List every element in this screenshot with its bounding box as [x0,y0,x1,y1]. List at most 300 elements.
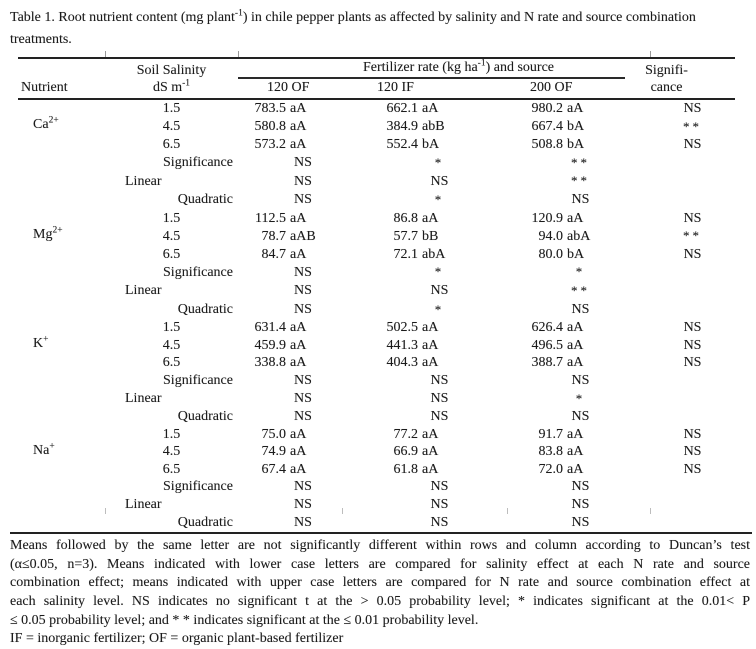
nutrient-cell [18,99,105,210]
value-number: 80.0 [538,246,563,262]
significance-value: NS [683,246,702,262]
duncan-letters: aA [422,101,439,116]
header-row-1 [18,58,735,80]
salinity-level-cell: 1.5 [162,101,181,116]
value-cell [511,337,650,355]
stat-value-cell [238,496,368,514]
header-row-2 [18,80,735,99]
nutrient-symbol: Ca [33,117,49,132]
duncan-letters: bA [567,137,585,153]
table-row [18,246,735,264]
stat-label-cell: Significance [163,372,233,388]
stat-value-cell [238,263,368,282]
stat-value: NS [571,497,590,513]
significance-cell [650,246,735,264]
scan-artifact-tick [105,51,106,57]
significance-value: NS [683,461,702,477]
table-row [18,461,735,479]
stat-value: NS [430,479,449,495]
duncan-letters: abA [422,246,446,262]
table-row [18,136,735,154]
duncan-letters: aA [567,320,584,336]
nutrient-charge-superscript: + [43,334,49,345]
stat-value-cell [238,191,368,210]
duncan-letters: aA [422,426,439,442]
duncan-letters: aA [422,355,439,371]
header-significance-line1 [645,58,735,80]
stat-label-cell: Significance [163,155,233,171]
duncan-letters: aA [290,337,307,353]
scan-artifact-tick [650,508,651,514]
value-number: 112.5 [255,210,286,226]
table-footnote [10,537,750,649]
table-row [18,118,735,137]
value-number: 91.7 [538,426,563,442]
stat-value: NS [294,391,312,406]
stat-value-cell [368,172,511,191]
header-soil-salinity: Soil Salinity [136,63,207,78]
value-cell [368,118,511,137]
duncan-letters: aA [290,101,307,116]
stat-value-cell [238,282,368,301]
stat-value: NS [571,514,590,530]
value-cell [511,461,650,479]
stat-value-cell [238,301,368,320]
stat-value: NS [294,283,312,299]
stat-label-cell: Quadratic [177,192,233,208]
salinity-level-cell: 1.5 [162,426,181,442]
value-cell [511,227,650,246]
duncan-letters: aA [290,461,307,477]
header-fertilizer-label [363,60,554,76]
table-header [18,58,735,99]
stat-value-cell [238,408,368,426]
value-cell [368,443,511,461]
duncan-letters: aA [290,444,307,460]
stat-label-cell: Quadratic [177,409,233,425]
value-number: 72.0 [538,461,563,477]
significance-cell [650,354,735,372]
value-number: 66.9 [393,444,418,460]
nutrient-charge-superscript: 2+ [48,115,59,126]
stat-value: * [434,301,445,317]
stat-label-cell: Quadratic [177,302,233,318]
table-row [18,337,735,355]
value-number: 388.7 [531,355,563,371]
value-number: 980.2 [531,101,563,116]
footnote-line: each salinity level. NS indicates no significant t at the > 0.05 probability level; * indicates significant at the 0.01< P [10,594,750,610]
value-cell [368,337,511,355]
salinity-level-cell: 1.5 [162,320,181,336]
value-number: 57.7 [393,228,418,244]
nutrient-cell [18,210,105,320]
significance-cell [650,99,735,118]
duncan-letters: aA [290,246,307,262]
significance-text-line1: Signifi- [645,63,688,78]
significance-value: NS [683,210,702,226]
header-salinity-unit [105,80,238,99]
value-cell [511,118,650,137]
duncan-letters: aAB [290,228,316,244]
table-row [18,514,735,532]
significance-cell [650,514,735,532]
stat-value-cell [238,172,368,191]
nutrient-charge-superscript: 2+ [52,224,63,235]
value-cell [238,246,368,264]
stat-value-cell [511,390,650,409]
stat-value: ** [571,282,590,298]
value-number: 67.4 [261,461,286,477]
duncan-letters: aA [290,210,307,226]
stat-value-cell [238,372,368,390]
value-number: 496.5 [531,337,563,353]
stat-value-cell [368,408,511,426]
stat-value-cell [511,172,650,191]
significance-value: NS [683,355,702,371]
value-cell [238,319,368,337]
footnote-line: IF = inorganic fertilizer; OF = organic plant-based fertilizer [10,631,344,647]
stat-value: NS [430,173,449,189]
stat-value: NS [294,264,312,280]
value-number: 552.4 [386,137,418,153]
scan-artifact-tick [342,508,343,514]
fertilizer-label-text-continued: ) and source [485,60,555,75]
header-significance-line2 [650,80,735,99]
duncan-letters: bA [422,137,440,153]
salinity-level-cell: 4.5 [162,337,181,353]
value-cell [238,227,368,246]
footnote-line: ≤ 0.05 probability level; and * * indicates significant at the ≤ 0.01 probability level. [10,612,479,628]
duncan-letters: aA [290,137,307,153]
nutrient-symbol: Na [33,442,50,458]
value-number: 86.8 [393,210,418,226]
significance-cell [650,496,735,514]
value-cell [511,426,650,444]
table-row [18,191,735,210]
stat-value: * [434,191,445,207]
value-cell [511,246,650,264]
stat-value-cell [511,372,650,390]
value-cell [511,319,650,337]
value-number: 404.3 [386,355,418,371]
duncan-letters: aA [290,119,307,135]
table-row [18,478,735,496]
salinity-level-cell: 4.5 [162,444,181,460]
table-row [18,99,735,118]
significance-cell [650,263,735,282]
table-row [18,426,735,444]
value-number: 459.9 [254,337,286,353]
nutrient-symbol: K [33,336,44,352]
significance-cell [650,390,735,409]
value-cell [368,354,511,372]
value-number: 120.9 [531,210,563,226]
value-cell [238,354,368,372]
value-cell [511,136,650,154]
stat-value: NS [294,192,312,208]
duncan-letters: aA [567,426,584,442]
significance-cell [650,337,735,355]
table-row [18,390,735,409]
stat-value: NS [571,372,590,388]
stat-value: NS [430,372,449,388]
stat-value-cell [368,263,511,282]
stat-value-cell [368,496,511,514]
value-cell [511,210,650,228]
nutrient-cell [18,319,105,426]
stat-value-cell [368,390,511,409]
stat-value-cell [511,478,650,496]
value-cell [511,443,650,461]
value-number: 631.4 [254,320,286,336]
table-row [18,172,735,191]
stat-value-cell [238,154,368,173]
value-cell [511,354,650,372]
value-cell [368,319,511,337]
table-row [18,496,735,514]
duncan-letters: aA [290,426,307,442]
salinity-level-cell: 6.5 [162,137,181,153]
table-row [18,372,735,390]
salinity-level-cell: 6.5 [162,461,181,477]
scan-artifact-tick [650,51,651,57]
value-number: 72.1 [393,246,418,262]
value-cell [238,136,368,154]
nutrient-cell [18,426,105,532]
table-bottom-rule [10,532,752,534]
value-cell [368,426,511,444]
value-cell [368,99,511,118]
salinity-level-cell: 4.5 [162,119,181,135]
stat-label-cell: Linear [125,391,162,406]
stat-value-cell [238,478,368,496]
stat-value: NS [294,479,312,495]
stat-value: NS [571,302,590,318]
stat-value-cell [368,301,511,320]
stat-value-cell [511,282,650,301]
stat-value: NS [294,409,312,425]
significance-value: NS [683,101,702,116]
significance-cell [650,172,735,191]
value-number: 83.8 [538,444,563,460]
salinity-level-cell: 6.5 [162,355,181,371]
duncan-letters: aA [567,444,584,460]
value-number: 75.0 [261,426,286,442]
significance-value: NS [683,137,702,153]
value-number: 580.8 [254,119,286,135]
salinity-unit-text: dS m [152,80,183,95]
fertilizer-label-superscript: -1 [477,58,486,69]
stat-value: * [575,390,586,406]
caption-superscript: -1 [234,8,243,19]
value-cell [368,136,511,154]
duncan-letters: abA [567,228,591,244]
footnote-line: combination effect; means indicated with upper case letters are compared for N rate and source combination effect at [10,575,750,591]
salinity-level-cell: 6.5 [162,246,181,262]
value-number: 78.7 [261,228,286,244]
caption-text-continued: ) in chile pepper plants as affected by salinity and N rate and source combination treatments. [10,10,696,47]
stat-value: NS [430,409,449,425]
significance-cell [650,282,735,301]
table-row [18,227,735,246]
duncan-letters: aA [567,337,584,353]
table-row [18,263,735,282]
header-fertilizer-group [238,58,650,80]
scan-artifact-tick [238,51,239,57]
stat-value-cell [368,514,511,532]
table-row [18,443,735,461]
duncan-letters: aA [422,444,439,460]
salinity-unit-superscript: -1 [182,78,191,89]
value-cell [238,443,368,461]
significance-cell [650,191,735,210]
significance-cell [650,210,735,228]
significance-cell [650,301,735,320]
stat-value: NS [430,514,449,530]
significance-cell [650,136,735,154]
salinity-level-cell: 1.5 [162,210,181,226]
table-row [18,154,735,173]
stat-value: NS [430,497,449,513]
significance-value: ** [683,118,703,134]
header-subcol-200of: 200 OF [511,80,650,99]
duncan-letters: aA [567,101,584,116]
header-nutrient-spacer [18,58,105,80]
duncan-letters: bA [567,246,585,262]
value-cell [368,210,511,228]
value-number: 662.1 [386,101,418,116]
duncan-letters: abB [422,119,445,135]
duncan-letters: aA [422,320,439,336]
value-number: 77.2 [393,426,418,442]
value-number: 74.9 [261,444,286,460]
significance-text-line2: cance [650,80,683,95]
value-cell [238,99,368,118]
value-cell [368,246,511,264]
nutrient-symbol: Mg [33,226,53,242]
stat-value-cell [368,154,511,173]
value-cell [238,337,368,355]
significance-cell [650,319,735,337]
stat-value: * [434,264,445,280]
value-cell [238,426,368,444]
stat-value-cell [368,372,511,390]
stat-value: ** [571,154,590,170]
stat-value: NS [430,283,449,299]
duncan-letters: aA [567,461,584,477]
stat-value-cell [368,191,511,210]
value-cell [238,210,368,228]
scan-artifact-tick [507,508,508,514]
value-number: 502.5 [386,320,418,336]
significance-value: NS [683,426,702,442]
value-number: 94.0 [538,228,563,244]
value-number: 441.3 [386,337,418,353]
stat-value-cell [238,514,368,532]
header-nutrient: Nutrient [18,80,105,99]
stat-label-cell: Linear [125,497,162,513]
duncan-letters: aA [422,210,439,226]
stat-value: ** [571,173,590,189]
value-number: 626.4 [531,320,563,336]
scan-artifact-tick [105,508,106,514]
value-cell [368,227,511,246]
stat-value-cell [511,154,650,173]
caption-text: Table 1. Root nutrient content (mg plant [10,10,235,25]
significance-cell [650,154,735,173]
stat-label-cell: Significance [163,264,233,280]
significance-cell [650,426,735,444]
table-row [18,319,735,337]
duncan-letters: bA [567,119,585,135]
fertilizer-group-underline [238,60,625,79]
duncan-letters: aA [290,320,307,336]
stat-value-cell [368,282,511,301]
value-number: 384.9 [386,119,418,135]
stat-value: NS [294,514,312,530]
stat-value-cell [511,301,650,320]
stat-value-cell [511,514,650,532]
significance-value: NS [683,444,702,460]
stat-value-cell [511,496,650,514]
stat-label-cell: Linear [125,283,162,299]
stat-value: NS [430,391,449,406]
fertilizer-label-text: Fertilizer rate (kg ha [363,60,478,75]
value-number: 667.4 [531,119,563,135]
stat-label-cell: Linear [125,173,162,189]
nutrient-table [18,57,735,531]
stat-value: NS [571,479,590,495]
stat-value: NS [571,409,590,425]
duncan-letters: aA [290,355,307,371]
duncan-letters: aA [567,210,584,226]
value-number: 783.5 [254,101,286,116]
value-number: 338.8 [254,355,286,371]
stat-value: NS [294,155,312,171]
stat-value-cell [511,263,650,282]
value-cell [238,118,368,137]
significance-cell [650,118,735,137]
significance-cell [650,227,735,246]
stat-value-cell [368,478,511,496]
footnote-line: (α≤0.05, n=3). Means indicated with lower case letters are compared for salinity effect at each N rate and source [10,556,750,572]
value-number: 508.8 [531,137,563,153]
significance-cell [650,443,735,461]
significance-value: NS [683,337,702,353]
nutrient-table-body [18,99,735,531]
significance-cell [650,408,735,426]
duncan-letters: aA [422,337,439,353]
stat-value: * [575,264,586,280]
footnote-line: Means followed by the same letter are not significantly different within rows and column according to Duncan’s test [10,538,750,554]
value-number: 573.2 [254,137,286,153]
duncan-letters: bB [422,228,439,244]
value-cell [238,461,368,479]
significance-cell [650,372,735,390]
significance-value: NS [683,320,702,336]
stat-value: NS [294,497,312,513]
table-caption [10,7,752,51]
stat-value-cell [238,390,368,409]
significance-cell [650,461,735,479]
value-cell [368,461,511,479]
table-row [18,301,735,320]
value-number: 84.7 [261,246,286,262]
significance-cell [650,478,735,496]
table-row [18,282,735,301]
stat-value: NS [294,302,312,318]
duncan-letters: aA [567,355,584,371]
